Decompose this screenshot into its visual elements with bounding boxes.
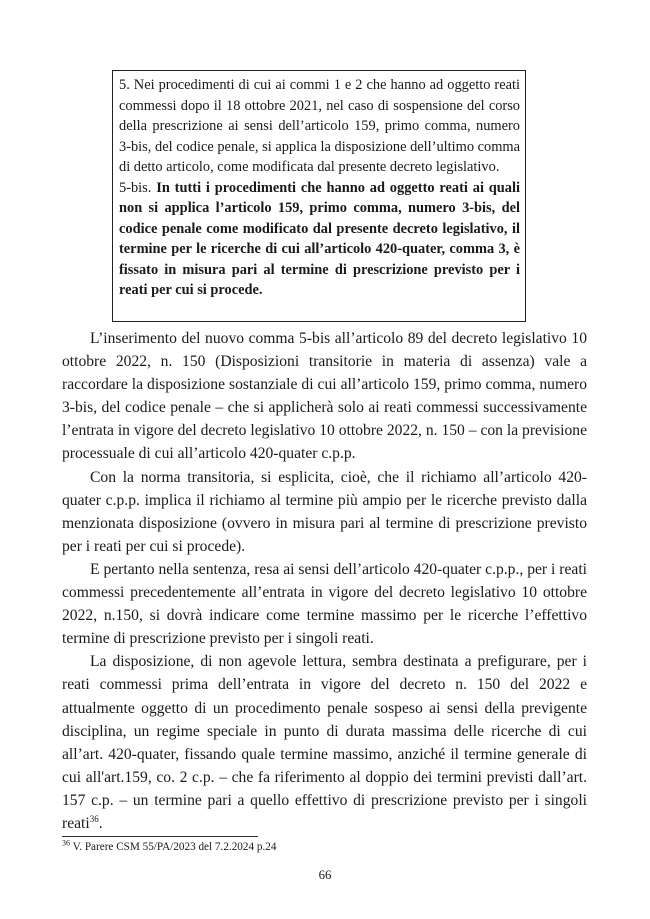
footnote bbox=[62, 840, 276, 854]
quoted-paragraph-5bis-bold: In tutti i procedimenti che hanno ad oggetto reati ai quali non si applica l’articolo 159, primo comma, numero 3-bis, del codice penale come modificato dal presente decreto legislativo, il termine per le ricerche di cui all’articolo 420-quater, comma 3, è fissato in misura pari al termine di prescrizione previsto per i reati per cui si procede. bbox=[119, 179, 520, 298]
footnote-reference[interactable]: 36 bbox=[89, 813, 99, 824]
page-number: 66 bbox=[318, 868, 332, 882]
footnote-text: V. Parere CSM 55/PA/2023 del 7.2.2024 p.24 bbox=[70, 841, 277, 853]
footnote-number: 36 bbox=[62, 838, 70, 848]
quoted-paragraph-5: 5. Nei procedimenti di cui ai commi 1 e 2 che hanno ad oggetto reati commessi dopo il 18 ottobre 2021, nel caso di sospensione del corso della prescrizione ai sensi dell’articolo 159, primo comma, numero 3-bis, del codice penale, si applica la disposizione dell’ultimo comma di detto articolo, come modificata dal presente decreto legislativo. bbox=[119, 77, 520, 175]
body-paragraph-4-end: . bbox=[98, 814, 103, 832]
body-paragraph-3: E pertanto nella sentenza, resa ai sensi dell’articolo 420-quater c.p.p., per i reati commessi precedentemente all’entrata in vigore del decreto legislativo 10 ottobre 2022, n.150, si dovrà indicare come termine massimo per le ricerche l’effettivo termine di prescrizione previsto per i singoli reati. bbox=[62, 560, 587, 648]
quoted-paragraph-5bis-prefix: 5-bis. bbox=[119, 179, 157, 196]
body-paragraph-1: L’inserimento del nuovo comma 5-bis all’articolo 89 del decreto legislativo 10 ottobre 2022, n. 150 (Disposizioni transitorie in materia di assenza) vale a raccordare la disposizione sostanziale di cui all’articolo 159, primo comma, numero 3-bis, del codice penale – che si applicherà solo ai reati commessi successivamente l’entrata in vigore del decreto legislativo 10 ottobre 2022, n. 150 – con la previsione processuale di cui all’articolo 420-quater c.p.p. bbox=[62, 330, 587, 463]
body-paragraph-2: Con la norma transitoria, si esplicita, cioè, che il richiamo all’articolo 420-quater c.p.p. implica il richiamo al termine più ampio per le ricerche previsto dalla menzionata disposizione (ovvero in misura pari al termine di prescrizione previsto per i reati per cui si procede). bbox=[62, 468, 587, 555]
body-text bbox=[62, 327, 587, 835]
quoted-paragraph-5bis bbox=[119, 178, 520, 301]
footnote-divider bbox=[62, 836, 258, 837]
body-paragraph-4-text: La disposizione, di non agevole lettura, sembra destinata a prefigurare, per i reati commessi prima dell’entrata in vigore del decreto n. 150 del 2022 e attualmente oggetto di un procedimento penale sospeso ai sensi della previgente disciplina, un regime speciale in punto di durata massima delle ricerche di cui all’art. 420-quater, fissando quale termine massimo, anziché il termine generale di cui all'art.159, co. 2 c.p. – che fa riferimento al doppio dei termini previsti dall’art. 157 c.p. – un termine pari a quello effettivo di prescrizione previsto per i singoli reati bbox=[62, 653, 587, 832]
quoted-law-box bbox=[112, 70, 526, 322]
body-paragraph-4 bbox=[62, 650, 587, 835]
